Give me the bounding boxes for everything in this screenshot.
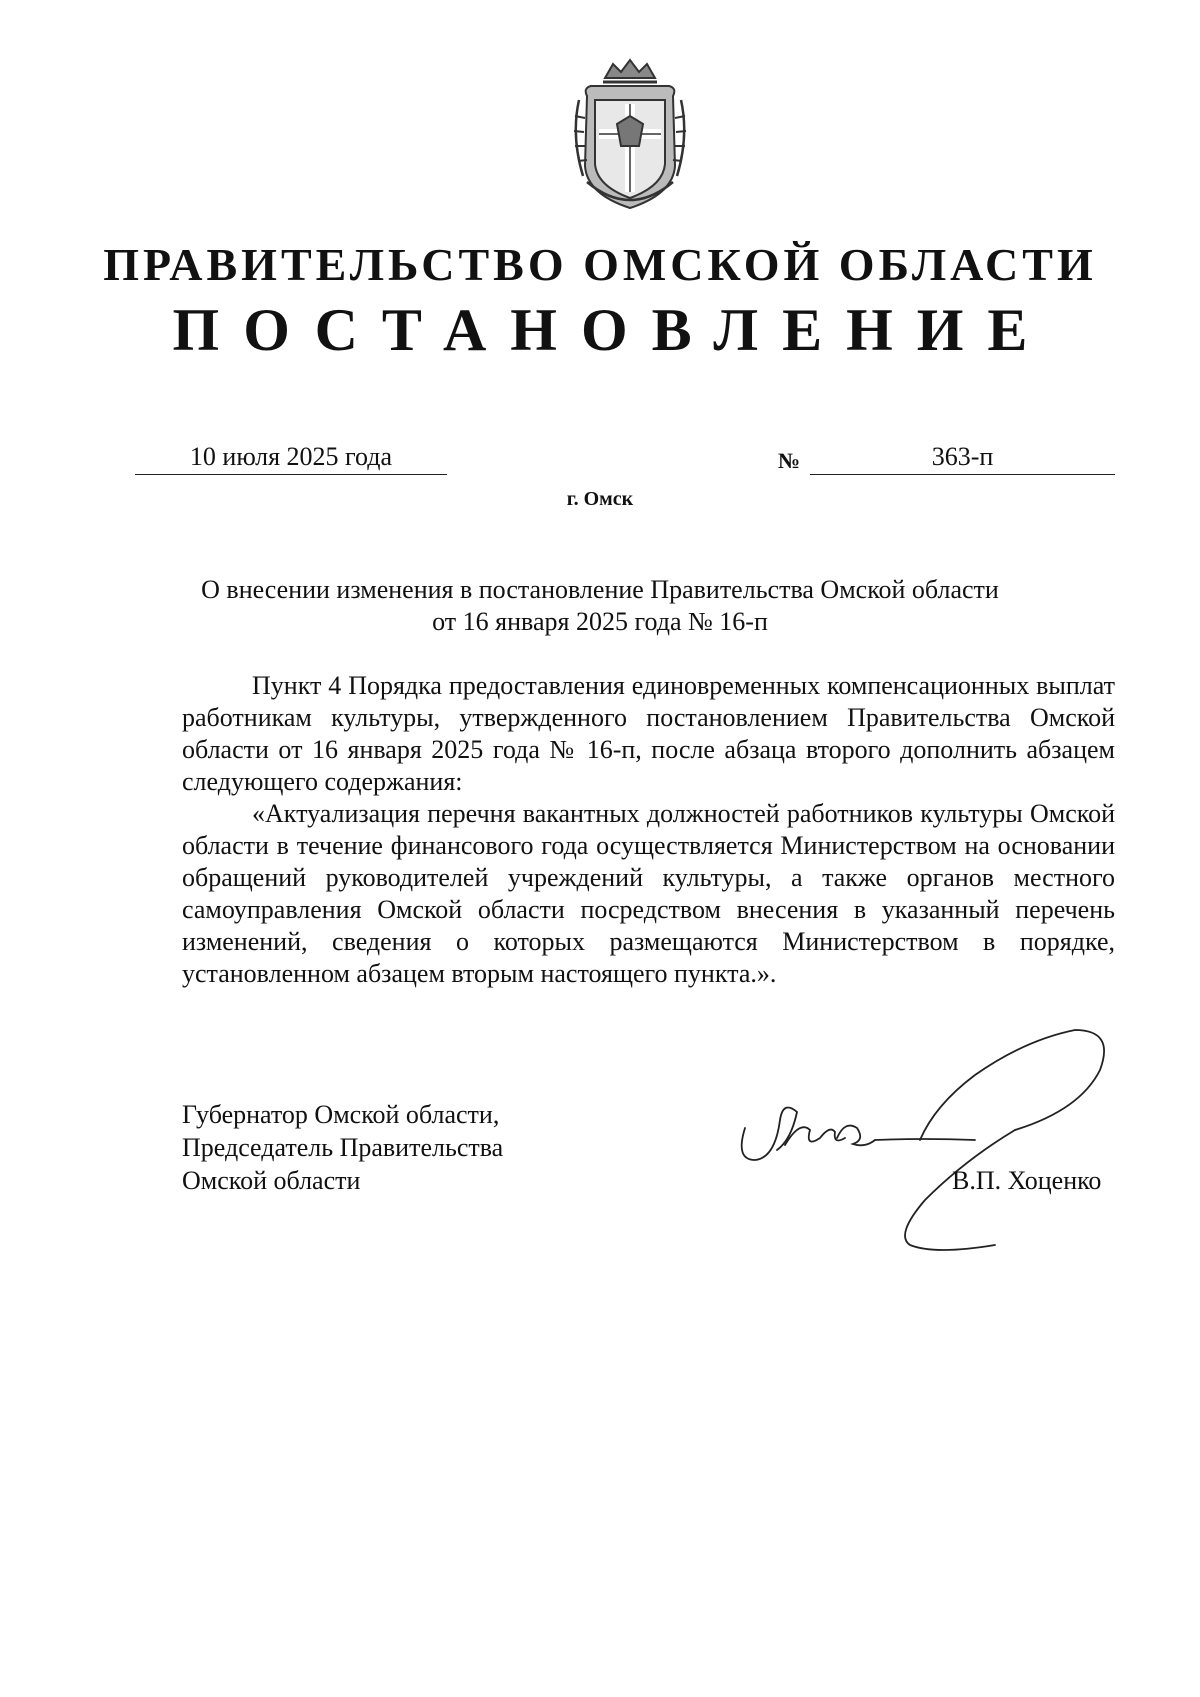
document-body bbox=[182, 670, 1115, 990]
number-sign: № bbox=[778, 448, 801, 473]
document-number: 363-п bbox=[810, 440, 1115, 475]
signer-position bbox=[182, 1098, 503, 1197]
document-type: ПОСТАНОВЛЕНИЕ bbox=[172, 297, 1052, 363]
city: г. Омск bbox=[566, 488, 634, 510]
government-name: ПРАВИТЕЛЬСТВО ОМСКОЙ ОБЛАСТИ bbox=[103, 239, 1097, 290]
signer-name: В.П. Хоценко bbox=[952, 1166, 1102, 1195]
subject-line: О внесении изменения в постановление Правительства Омской области bbox=[201, 575, 999, 604]
document-subject bbox=[150, 574, 1050, 638]
body-paragraph: «Актуализация перечня вакантных должностей работников культуры Омской области в течение финансового года осуществляется Министерством на основании обращений руководителей учреждений культуры, а также органов местного самоуправления Омской области посредством внесения в указанный перечень изменений, сведения о которых размещаются Министерством в порядке, установленном абзацем вторым настоящего пункта.». bbox=[182, 799, 1115, 988]
body-paragraph: Пункт 4 Порядка предоставления единовременных компенсационных выплат работникам культуры, утвержденного постановлением Правительства Омской области от 16 января 2025 года № 16-п, после абзаца второго дополнить абзацем следующего содержания: bbox=[182, 671, 1115, 796]
coat-of-arms-icon bbox=[565, 56, 695, 216]
document-date: 10 июля 2025 года bbox=[135, 440, 447, 475]
handwritten-signature-icon bbox=[725, 1010, 1105, 1260]
signer-position-line: Губернатор Омской области, bbox=[182, 1100, 500, 1129]
subject-line: от 16 января 2025 года № 16-п bbox=[432, 607, 768, 636]
signer-position-line: Председатель Правительства bbox=[182, 1133, 504, 1162]
signer-position-line: Омской области bbox=[182, 1166, 361, 1195]
